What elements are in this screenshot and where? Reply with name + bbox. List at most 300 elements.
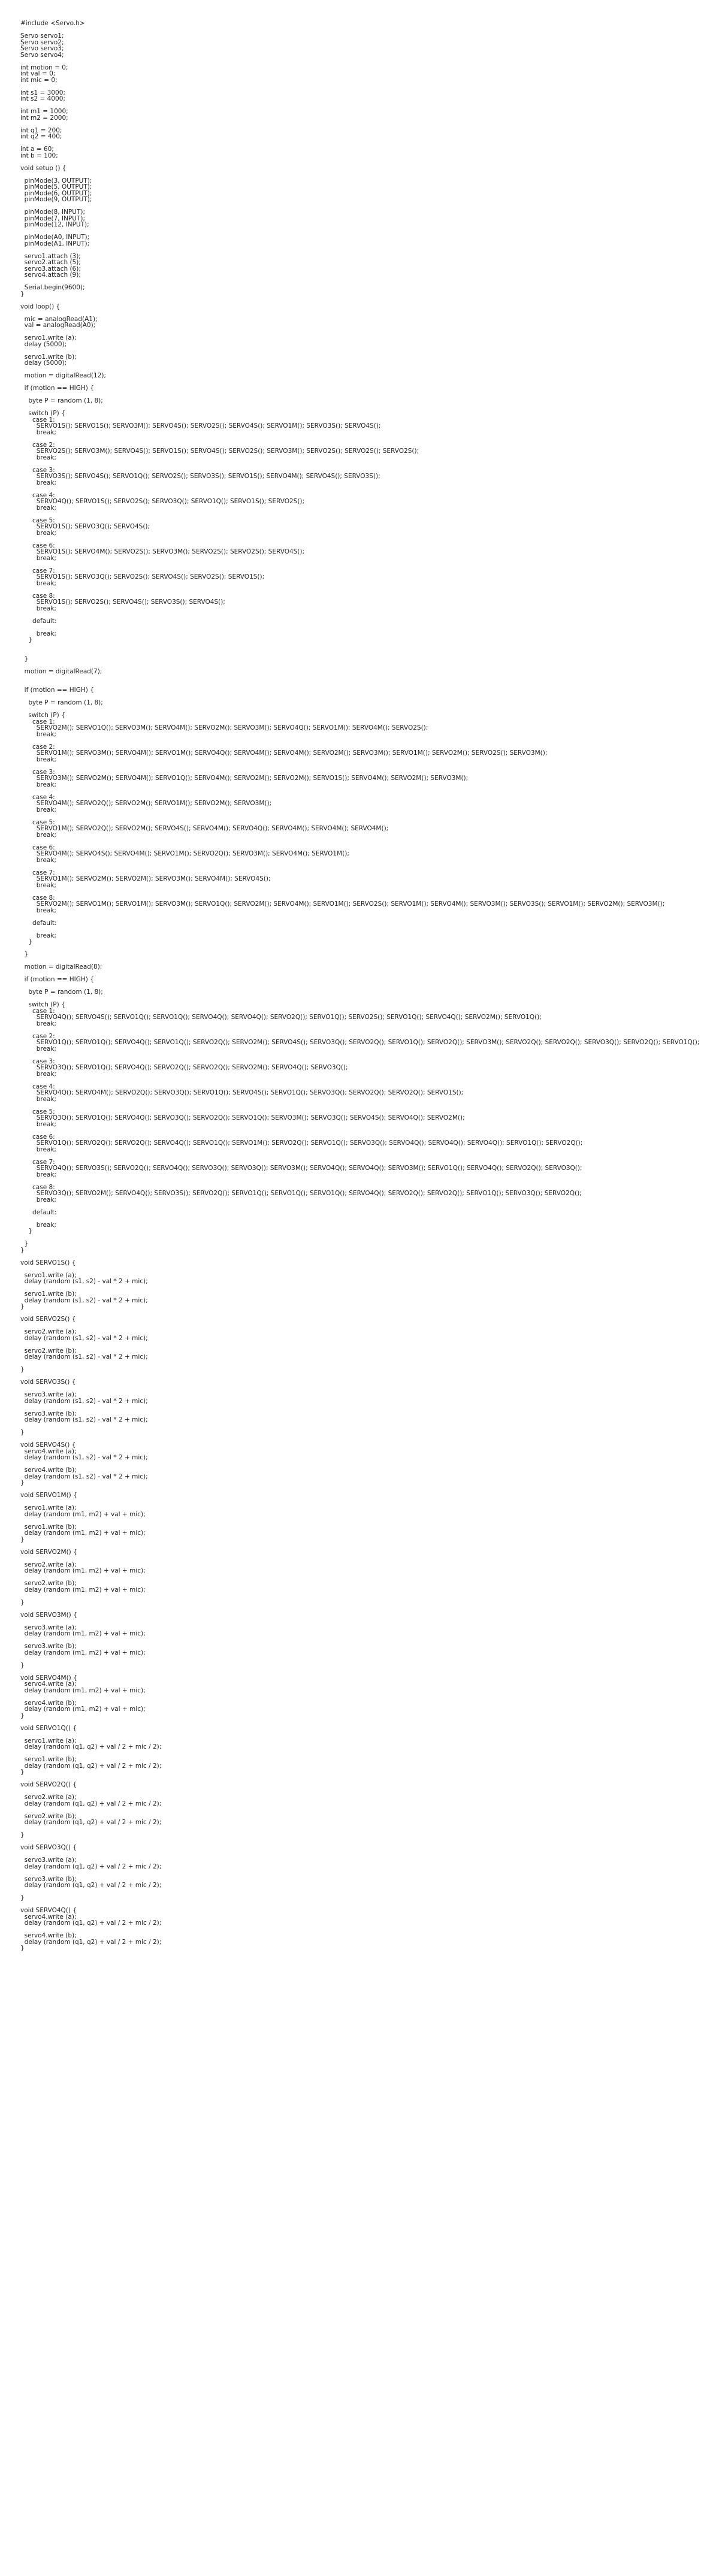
code-line: servo4.write (a); xyxy=(20,1447,77,1455)
code-line xyxy=(20,536,719,543)
code-line: servo3.write (a); xyxy=(20,1391,77,1398)
code-line xyxy=(20,996,719,1002)
code-line xyxy=(20,27,719,34)
code-line: case 8: xyxy=(20,894,55,902)
code-line: case 3: xyxy=(20,768,55,776)
code-line xyxy=(20,1517,719,1524)
code-line: void SERVO3Q() { xyxy=(20,1844,77,1851)
code-line: void loop() { xyxy=(20,303,61,310)
code-line xyxy=(20,561,719,568)
code-line: break; xyxy=(20,1020,56,1027)
code-line: delay (random (s1, s2) - val * 2 + mic); xyxy=(20,1296,148,1304)
code-line: if (motion == HIGH) { xyxy=(20,687,94,694)
code-line: delay (random (q1, q2) + val / 2 + mic / 2); xyxy=(20,1819,162,1826)
code-line: servo1.write (b); xyxy=(20,1756,77,1763)
code-line: SERVO1M(); SERVO2Q(); SERVO2M(); SERVO4S(); SERVO4M(); SERVO4Q(); SERVO4M(); SERVO4M(); SERVO4M(); xyxy=(20,825,389,832)
code-line: servo1.attach (3); xyxy=(20,252,81,260)
code-line: servo4.write (b); xyxy=(20,1932,77,1939)
code-line xyxy=(20,586,719,593)
code-line xyxy=(20,788,719,794)
code-line xyxy=(20,1555,719,1562)
code-line xyxy=(20,706,719,713)
code-line: servo1.write (b); xyxy=(20,1523,77,1531)
code-line: delay (random (q1, q2) + val / 2 + mic / 2); xyxy=(20,1863,162,1870)
code-line: motion = digitalRead(8); xyxy=(20,963,102,970)
code-line xyxy=(20,1637,719,1644)
code-line xyxy=(20,1461,719,1468)
code-line: break; xyxy=(20,504,56,512)
code-line: } xyxy=(20,1479,25,1486)
code-line: pinMode(A1, INPUT); xyxy=(20,240,90,247)
code-line xyxy=(20,1253,719,1260)
code-line: delay (random (m1, m2) + val + mic); xyxy=(20,1586,146,1594)
code-line: servo3.write (b); xyxy=(20,1410,77,1417)
code-line xyxy=(20,863,719,870)
code-line: void SERVO3M() { xyxy=(20,1611,77,1619)
code-line: Servo servo4; xyxy=(20,51,64,59)
code-line: #include <Servo.h> xyxy=(20,20,85,27)
code-line xyxy=(20,662,719,669)
code-line: case 7: xyxy=(20,1158,55,1166)
code-line xyxy=(20,1266,719,1272)
code-line xyxy=(20,1436,719,1443)
code-line: delay (random (q1, q2) + val / 2 + mic / 2); xyxy=(20,1882,162,1889)
code-line xyxy=(20,1310,719,1317)
code-line: } xyxy=(20,1303,25,1310)
code-line: default: xyxy=(20,617,57,625)
code-line xyxy=(20,737,719,744)
code-line: pinMode(5, OUTPUT); xyxy=(20,183,92,191)
code-line: SERVO2S(); SERVO3M(); SERVO4S(); SERVO1S(); SERVO4S(); SERVO2S(); SERVO3M(); SERVO2S(); SERVO2S(); SERVO2S(); xyxy=(20,448,419,455)
code-line xyxy=(20,247,719,253)
code-line: void SERVO4Q() { xyxy=(20,1907,77,1914)
code-line: case 2: xyxy=(20,743,55,751)
code-line xyxy=(20,888,719,895)
code-line: case 5: xyxy=(20,516,55,524)
code-line: delay (random (s1, s2) - val * 2 + mic); xyxy=(20,1416,148,1423)
code-line xyxy=(20,1486,719,1493)
code-line: } xyxy=(20,655,29,663)
code-line: SERVO3S(); SERVO4S(); SERVO1Q(); SERVO2S(); SERVO3S(); SERVO1S(); SERVO4M(); SERVO4S(); SERVO3S(); xyxy=(20,473,380,480)
code-line: servo4.attach (9); xyxy=(20,271,81,279)
code-line: servo3.write (a); xyxy=(20,1857,77,1864)
code-line: } xyxy=(20,1535,25,1543)
code-line: break; xyxy=(20,1070,56,1078)
code-line: servo1.write (a); xyxy=(20,1737,77,1744)
code-line: break; xyxy=(20,730,56,738)
code-line: pinMode(9, OUTPUT); xyxy=(20,196,92,203)
code-line: delay (random (q1, q2) + val / 2 + mic / 2); xyxy=(20,1938,162,1946)
code-line: SERVO1S(); SERVO1S(); SERVO3M(); SERVO4S(); SERVO2S(); SERVO4S(); SERVO1M(); SERVO3S(); SERVO4S(); xyxy=(20,422,381,430)
code-line: delay (random (m1, m2) + val + mic); xyxy=(20,1706,146,1713)
code-line: servo4.write (a); xyxy=(20,1913,77,1921)
code-line xyxy=(20,1386,719,1392)
code-line: delay (random (s1, s2) - val * 2 + mic); xyxy=(20,1397,148,1405)
code-line xyxy=(20,926,719,933)
code-line xyxy=(20,1323,719,1329)
code-line xyxy=(20,983,719,990)
code-line: break; xyxy=(20,1196,56,1204)
code-line: servo3.write (b); xyxy=(20,1643,77,1650)
code-line: break; xyxy=(20,1045,56,1053)
code-line xyxy=(20,1927,719,1933)
code-line xyxy=(20,1216,719,1222)
code-line xyxy=(20,171,719,178)
code-line xyxy=(20,1776,719,1782)
code-line: int s1 = 3000; xyxy=(20,89,65,96)
code-line: delay (random (m1, m2) + val + mic); xyxy=(20,1686,146,1694)
code-line: servo4.write (b); xyxy=(20,1467,77,1474)
code-line xyxy=(20,1606,719,1612)
code-line: case 2: xyxy=(20,1032,55,1040)
code-line xyxy=(20,1027,719,1033)
code-line: SERVO4Q(); SERVO4M(); SERVO2Q(); SERVO3Q(); SERVO1Q(); SERVO4S(); SERVO1Q(); SERVO3Q(); SERVO2Q(); SERVO2Q(); SERVO1S(); xyxy=(20,1089,464,1096)
code-line xyxy=(20,511,719,518)
code-line: pinMode(7, INPUT); xyxy=(20,214,85,222)
code-line xyxy=(20,1826,719,1833)
code-line: case 6: xyxy=(20,843,55,851)
code-line: case 2: xyxy=(20,441,55,449)
code-line: int s2 = 4000; xyxy=(20,95,65,102)
code-line: break; xyxy=(20,932,56,939)
code-line xyxy=(20,329,719,335)
code-line: break; xyxy=(20,831,56,839)
code-line xyxy=(20,694,719,700)
code-line: break; xyxy=(20,1221,56,1229)
code-line: void setup () { xyxy=(20,164,67,172)
code-line: servo3.write (b); xyxy=(20,1875,77,1883)
code-line: case 5: xyxy=(20,818,55,826)
code-line xyxy=(20,461,719,467)
code-line xyxy=(20,379,719,386)
code-line: case 4: xyxy=(20,1083,55,1090)
code-line xyxy=(20,838,719,845)
code-line: break; xyxy=(20,428,56,436)
code-line: delay (random (s1, s2) - val * 2 + mic); xyxy=(20,1278,148,1285)
code-line xyxy=(20,310,719,316)
code-line: pinMode(A0, INPUT); xyxy=(20,234,90,241)
code-line: int m1 = 1000; xyxy=(20,108,68,115)
code-line: void SERVO4S() { xyxy=(20,1441,76,1449)
code-line xyxy=(20,102,719,109)
code-line: if (motion == HIGH) { xyxy=(20,385,94,392)
code-line: } xyxy=(20,1661,25,1669)
code-line: } xyxy=(20,1768,25,1776)
code-line: break; xyxy=(20,453,56,461)
code-line xyxy=(20,1731,719,1738)
code-line xyxy=(20,1077,719,1084)
code-line: delay (random (m1, m2) + val + mic); xyxy=(20,1529,146,1537)
code-line: delay (5000); xyxy=(20,359,67,367)
code-line xyxy=(20,121,719,128)
code-line xyxy=(20,945,719,952)
code-line: int q1 = 200; xyxy=(20,126,62,134)
code-line: servo1.write (b); xyxy=(20,353,77,361)
code-line: case 8: xyxy=(20,1183,55,1191)
code-line xyxy=(20,1839,719,1845)
code-line xyxy=(20,1360,719,1367)
code-line: motion = digitalRead(7); xyxy=(20,667,102,675)
code-line xyxy=(20,1788,719,1795)
code-line: SERVO1M(); SERVO3M(); SERVO4M(); SERVO1M(); SERVO4Q(); SERVO4M(); SERVO4M(); SERVO2M(); SERVO3M(); SERVO1M(); SERVO2M(); SERVO2S(); SERVO3M(); xyxy=(20,749,548,757)
code-line: delay (random (q1, q2) + val / 2 + mic / 2); xyxy=(20,1919,162,1927)
code-line: case 4: xyxy=(20,491,55,499)
code-line: break; xyxy=(20,630,56,637)
code-line: int a = 60; xyxy=(20,146,54,153)
code-line: SERVO1M(); SERVO2M(); SERVO2M(); SERVO3M(); SERVO4M(); SERVO4S(); xyxy=(20,875,271,882)
code-line: byte P = random (1, 8); xyxy=(20,397,103,404)
code-line: SERVO3Q(); SERVO2M(); SERVO4Q(); SERVO3S(); SERVO2Q(); SERVO1Q(); SERVO1Q(); SERVO1Q(); SERVO4Q(); SERVO2Q(); SERVO2Q(); SERVO1Q(); SERVO3Q(); SERVO2Q(); xyxy=(20,1190,582,1197)
code-line: SERVO2M(); SERVO1Q(); SERVO3M(); SERVO4M(); SERVO2M(); SERVO3M(); SERVO4Q(); SERVO1M(); SERVO4M(); SERVO2S(); xyxy=(20,724,428,731)
code-line: break; xyxy=(20,554,56,562)
code-line: break; xyxy=(20,1145,56,1153)
code-line xyxy=(20,367,719,373)
code-line: servo4.write (a); xyxy=(20,1680,77,1688)
code-line xyxy=(20,649,719,656)
code-line: void SERVO2Q() { xyxy=(20,1781,77,1788)
code-line: break; xyxy=(20,1095,56,1103)
code-line xyxy=(20,140,719,147)
code-line xyxy=(20,970,719,977)
code-line: void SERVO4M() { xyxy=(20,1674,77,1682)
code-line: } xyxy=(20,1712,25,1719)
code-line xyxy=(20,914,719,920)
code-line: break; xyxy=(20,529,56,537)
code-line: servo1.write (a); xyxy=(20,1504,77,1511)
code-line: SERVO4M(); SERVO2Q(); SERVO2M(); SERVO1M(); SERVO2M(); SERVO3M(); xyxy=(20,800,272,807)
code-line: servo1.write (a); xyxy=(20,334,77,341)
code-line: break; xyxy=(20,755,56,763)
code-line: delay (random (m1, m2) + val + mic); xyxy=(20,1630,146,1637)
code-line: case 3: xyxy=(20,1057,55,1065)
code-line: break; xyxy=(20,906,56,914)
code-line: SERVO1S(); SERVO2S(); SERVO4S(); SERVO3S(); SERVO4S(); xyxy=(20,598,225,606)
code-line xyxy=(20,1127,719,1134)
code-line xyxy=(20,1807,719,1813)
code-line: Servo servo3; xyxy=(20,45,64,52)
code-line: int q2 = 400; xyxy=(20,133,62,140)
code-line: } xyxy=(20,1246,25,1254)
code-line: mic = analogRead(A1); xyxy=(20,315,98,323)
code-line xyxy=(20,1499,719,1505)
code-line xyxy=(20,436,719,442)
code-line: } xyxy=(20,1366,25,1373)
code-line: case 4: xyxy=(20,793,55,801)
code-line: int mic = 0; xyxy=(20,76,58,84)
code-line: int m2 = 2000; xyxy=(20,114,68,122)
code-line: } xyxy=(20,1227,33,1235)
code-line xyxy=(20,1851,719,1858)
code-line: SERVO1Q(); SERVO2Q(); SERVO2Q(); SERVO4Q(); SERVO1Q(); SERVO1M(); SERVO2Q(); SERVO1Q(); SERVO3Q(); SERVO4Q(); SERVO4Q(); SERVO4Q(); SERVO1Q(); SERVO2Q(); xyxy=(20,1139,583,1147)
code-line: SERVO4M(); SERVO4S(); SERVO4M(); SERVO1M(); SERVO2Q(); SERVO3M(); SERVO4M(); SERVO1M(); xyxy=(20,850,349,857)
code-line: delay (random (q1, q2) + val / 2 + mic / 2); xyxy=(20,1743,162,1750)
code-line xyxy=(20,763,719,769)
code-line: break; xyxy=(20,479,56,486)
code-line xyxy=(20,1901,719,1908)
code-line: servo1.write (a); xyxy=(20,1271,77,1279)
code-line xyxy=(20,1178,719,1184)
code-line: delay (random (q1, q2) + val / 2 + mic / 2); xyxy=(20,1762,162,1770)
code-line: servo1.write (b); xyxy=(20,1290,77,1298)
code-line: byte P = random (1, 8); xyxy=(20,699,103,706)
code-line: } xyxy=(20,1598,25,1606)
code-line xyxy=(20,681,719,688)
code-line xyxy=(20,203,719,210)
code-line: servo3.attach (6); xyxy=(20,265,81,273)
code-line: SERVO1Q(); SERVO1Q(); SERVO4Q(); SERVO1Q(); SERVO2Q(); SERVO2M(); SERVO4S(); SERVO3Q(); SERVO2Q(); SERVO1Q(); SERVO2Q(); SERVO3M(); SERVO2Q(); SERVO2Q(); SERVO3Q(); SERVO2Q(); SERVO1Q(); xyxy=(20,1039,700,1046)
code-line: } xyxy=(20,1240,29,1247)
code-line: val = analogRead(A0); xyxy=(20,322,96,329)
code-line: delay (random (s1, s2) - val * 2 + mic); xyxy=(20,1334,148,1342)
code-line xyxy=(20,1052,719,1059)
code-line: break; xyxy=(20,781,56,788)
code-line xyxy=(20,486,719,492)
code-line: case 1: xyxy=(20,416,55,424)
code-line: pinMode(8, INPUT); xyxy=(20,208,85,216)
code-line: void SERVO1S() { xyxy=(20,1259,76,1266)
code-line: Servo servo2; xyxy=(20,38,64,46)
code-line: Servo servo1; xyxy=(20,32,64,40)
code-line: delay (random (q1, q2) + val / 2 + mic / 2); xyxy=(20,1800,162,1807)
code-line: pinMode(3, OUTPUT); xyxy=(20,177,92,185)
code-line xyxy=(20,1373,719,1380)
code-line: SERVO4Q(); SERVO1S(); SERVO2S(); SERVO3Q(); SERVO1Q(); SERVO1S(); SERVO2S(); xyxy=(20,498,305,505)
code-line: servo2.attach (5); xyxy=(20,259,81,266)
code-line: SERVO3Q(); SERVO1Q(); SERVO4Q(); SERVO3Q(); SERVO2Q(); SERVO1Q(); SERVO3M(); SERVO3Q(); SERVO4S(); SERVO4Q(); SERVO2M(); xyxy=(20,1114,465,1121)
code-line: pinMode(12, INPUT); xyxy=(20,221,89,228)
code-line: delay (random (m1, m2) + val + mic); xyxy=(20,1510,146,1518)
code-line: SERVO4Q(); SERVO4S(); SERVO1Q(); SERVO1Q(); SERVO4Q(); SERVO4Q(); SERVO2Q(); SERVO1Q(); SERVO2S(); SERVO1Q(); SERVO4Q(); SERVO2M(); SERVO1Q(); xyxy=(20,1014,542,1021)
code-line: void SERVO1Q() { xyxy=(20,1724,77,1732)
code-line: case 1: xyxy=(20,718,55,725)
code-line: SERVO1S(); SERVO4M(); SERVO2S(); SERVO3M(); SERVO2S(); SERVO2S(); SERVO4S(); xyxy=(20,548,305,555)
code-line xyxy=(20,1153,719,1159)
code-line xyxy=(20,1694,719,1700)
code-line: default: xyxy=(20,1208,57,1216)
code-line: servo2.write (a); xyxy=(20,1561,77,1568)
code-line: delay (random (s1, s2) - val * 2 + mic); xyxy=(20,1353,148,1360)
code-line xyxy=(20,1574,719,1581)
code-line: } xyxy=(20,290,25,298)
code-line: servo3.write (a); xyxy=(20,1623,77,1631)
code-line: servo2.write (b); xyxy=(20,1812,77,1820)
code-line: } xyxy=(20,938,33,945)
code-line: void SERVO1M() { xyxy=(20,1492,77,1499)
code-line: break; xyxy=(20,579,56,587)
code-line xyxy=(20,1870,719,1876)
code-line: delay (5000); xyxy=(20,340,67,348)
code-line: break; xyxy=(20,604,56,612)
code-line: servo2.write (a); xyxy=(20,1794,77,1801)
code-line: case 6: xyxy=(20,542,55,549)
code-line: if (motion == HIGH) { xyxy=(20,976,94,983)
code-line: case 7: xyxy=(20,869,55,876)
code-line xyxy=(20,1423,719,1430)
code-line: SERVO2M(); SERVO1M(); SERVO1M(); SERVO3M(); SERVO1Q(); SERVO2M(); SERVO4M(); SERVO1M(); SERVO2S(); SERVO1M(); SERVO4M(); SERVO3M(); SERVO3S(); SERVO1M(); SERVO2M(); SERVO3M(); xyxy=(20,900,665,908)
code-line: Serial.begin(9600); xyxy=(20,284,85,291)
code-line: break; xyxy=(20,1120,56,1128)
code-line: } xyxy=(20,1945,25,1952)
code-line xyxy=(20,813,719,820)
code-line: pinMode(6, OUTPUT); xyxy=(20,189,92,197)
code-line: break; xyxy=(20,806,56,814)
code-line: case 7: xyxy=(20,567,55,575)
code-line xyxy=(20,159,719,165)
code-line: break; xyxy=(20,1171,56,1178)
code-line: servo2.write (b); xyxy=(20,1580,77,1587)
code-line: motion = digitalRead(12); xyxy=(20,372,107,379)
code-line: break; xyxy=(20,856,56,864)
code-line: break; xyxy=(20,881,56,889)
code-line xyxy=(20,1341,719,1348)
code-line: delay (random (m1, m2) + val + mic); xyxy=(20,1649,146,1656)
code-line xyxy=(20,1285,719,1292)
code-line xyxy=(20,297,719,304)
code-line xyxy=(20,58,719,65)
code-line xyxy=(20,1203,719,1210)
code-line: case 3: xyxy=(20,466,55,474)
code-line: } xyxy=(20,951,29,958)
code-line xyxy=(20,1543,719,1549)
code-line: } xyxy=(20,1894,25,1901)
code-line xyxy=(20,1404,719,1411)
code-line: SERVO1S(); SERVO3Q(); SERVO4S(); xyxy=(20,523,150,530)
code-line: void SERVO3S() { xyxy=(20,1378,76,1386)
code-line: case 1: xyxy=(20,1007,55,1015)
code-line xyxy=(20,612,719,618)
code-line: } xyxy=(20,636,33,643)
code-line: servo2.write (a); xyxy=(20,1328,77,1335)
code-line: int val = 0; xyxy=(20,70,56,77)
code-line: SERVO3M(); SERVO2M(); SERVO4M(); SERVO1Q(); SERVO4M(); SERVO2M(); SERVO2M(); SERVO1S(); SERVO4M(); SERVO2M(); SERVO3M(); xyxy=(20,775,469,782)
code-line: SERVO3Q(); SERVO1Q(); SERVO4Q(); SERVO2Q(); SERVO2Q(); SERVO2M(); SERVO4Q(); SERVO3Q(); xyxy=(20,1064,348,1071)
code-line: void SERVO2S() { xyxy=(20,1316,76,1323)
code-line: } xyxy=(20,1429,25,1436)
code-line xyxy=(20,1593,719,1600)
code-line: delay (random (s1, s2) - val * 2 + mic); xyxy=(20,1473,148,1480)
code-line xyxy=(20,624,719,631)
code-line: byte P = random (1, 8); xyxy=(20,988,103,996)
code-line: delay (random (s1, s2) - val * 2 + mic); xyxy=(20,1454,148,1461)
code-line: switch (P) { xyxy=(20,1001,65,1008)
code-line xyxy=(20,392,719,398)
code-line: case 5: xyxy=(20,1108,55,1115)
code-line: servo4.write (b); xyxy=(20,1699,77,1707)
code-line xyxy=(20,1656,719,1662)
code-line: int b = 100; xyxy=(20,152,58,159)
code-line: case 6: xyxy=(20,1133,55,1141)
code-line xyxy=(20,1750,719,1757)
code-line: void SERVO2M() { xyxy=(20,1548,77,1556)
code-line: SERVO1S(); SERVO3Q(); SERVO2S(); SERVO4S(); SERVO2S(); SERVO1S(); xyxy=(20,573,265,580)
code-line: servo2.write (b); xyxy=(20,1347,77,1354)
code-line xyxy=(20,643,719,650)
code-line xyxy=(20,1618,719,1625)
code-line: } xyxy=(20,1831,25,1839)
code-line: case 8: xyxy=(20,592,55,600)
code-line: switch (P) { xyxy=(20,712,65,719)
code-line xyxy=(20,279,719,285)
code-line xyxy=(20,1235,719,1241)
code-line: default: xyxy=(20,919,57,927)
code-line xyxy=(20,1889,719,1895)
code-line xyxy=(20,228,719,235)
code-line: switch (P) { xyxy=(20,410,65,417)
code-line: delay (random (m1, m2) + val + mic); xyxy=(20,1567,146,1574)
code-line xyxy=(20,347,719,354)
code-line xyxy=(20,1668,719,1675)
code-line xyxy=(20,1719,719,1725)
